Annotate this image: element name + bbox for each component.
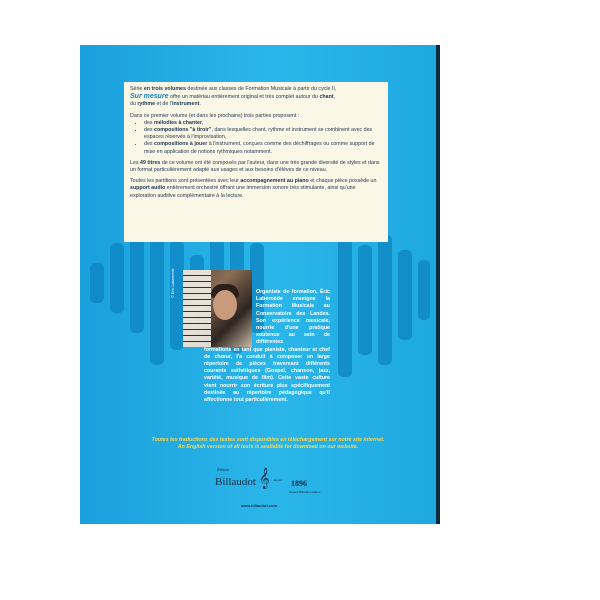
text: et chaque pièce possède un: [308, 178, 377, 185]
list-item: [144, 120, 382, 127]
intro-paragraph: [130, 86, 382, 109]
text: des: [144, 141, 155, 148]
text: des: [144, 119, 155, 126]
text: ,: [202, 119, 204, 126]
publisher-logo: [205, 466, 325, 498]
text: Série: [130, 86, 144, 92]
text: ,: [333, 94, 336, 101]
text: à l'instrument, conçues comme des déchiffrages ou comme support de mise en application de notions rythmiques notamment.: [144, 141, 375, 155]
text: des: [144, 127, 155, 134]
text-bold: instrument: [171, 101, 200, 108]
text-bold: chant: [319, 94, 334, 101]
download-note-fr: Toutes les traductions des textes sont disponibles en téléchargement sur notre site internet.: [151, 437, 385, 443]
soundwave-bar: [338, 227, 352, 377]
logo-year: 1896: [291, 479, 307, 488]
soundwave-bar: [358, 245, 372, 355]
parts-list: [144, 120, 382, 156]
logo-name: Billaudot: [215, 476, 256, 488]
text: de ce volume ont été composés par l'auteur, dans une très grande diversité de styles et dans un format particulièrement adapté aux usages et aux besoins d'élèves de ce niveau.: [130, 159, 380, 174]
logo-since: depuis: [273, 478, 282, 482]
logo-subtitle: Gérard Billaudot éditeur: [289, 490, 321, 494]
list-item: [144, 127, 382, 141]
text: , dans lesquelles chant, rythme et instrument se combinent avec des espaces réservés à l'improvisation,: [144, 127, 373, 141]
text-bold: accompagnement au piano: [240, 178, 309, 185]
soundwave-bar: [378, 235, 392, 365]
author-bio: [204, 289, 330, 404]
text: destinée aux classes de Formation Musicale à partir du cycle II,: [185, 86, 337, 92]
soundwave-bar: [418, 260, 430, 320]
bio-full: formations en tant que pianiste, chanteur et chef de chœur, l'a conduit à composer un large répertoire de pièces traversant différents courants esthétiques (Gospel, chanson, jazz, variété, musique de film). Cette vaste culture vient nourrir son écriture plus spécifiquement destinée au répertoire pédagogique qu'il affectionne tout particulièrement.: [204, 346, 330, 404]
soundwave-bar: [110, 243, 124, 313]
text-bold: compositions à jouer: [154, 141, 208, 148]
text-bold: mélodies à chanter: [154, 119, 203, 126]
publisher-url[interactable]: www.billaudot.com: [240, 503, 278, 508]
spine-shadow: [436, 45, 440, 524]
list-item: [144, 141, 382, 155]
text: du: [130, 101, 138, 108]
parts-intro: Dans ce premier volume (et dans les prochains) trois parties proposent :: [130, 112, 300, 119]
text: Les: [130, 159, 141, 166]
photo-credit: © Eric Labernède: [171, 268, 175, 298]
logo-tagline: Éditions: [217, 468, 230, 472]
treble-clef-icon: 𝄞: [259, 468, 270, 489]
text: .: [199, 101, 201, 108]
text-bold: support audio: [130, 185, 166, 192]
text-bold: rythme: [137, 101, 156, 108]
description-box: [124, 82, 388, 242]
text: Toutes les partitions sont présentées avec leur: [130, 178, 241, 185]
text: entièrement orchestré offrant une immersion sonore très stimulante, ainsi qu'une exploration auditive complémentaire à la lecture.: [130, 185, 356, 199]
text-bold: en trois volumes: [143, 86, 186, 92]
download-note-en: An English version of all texts is available for download on our website.: [177, 443, 359, 450]
series-title: Sur mesure: [130, 93, 169, 101]
text-bold: compositions "à tiroir": [154, 127, 212, 134]
text: et de l': [155, 101, 172, 108]
soundwave-bar: [398, 250, 412, 340]
download-note: [118, 437, 418, 451]
bio-indented: Organiste de formation, Éric Labernède enseigne la Formation Musicale au Conservatoire des Landes. Son expérience musicale, nourrie d'une pratique soutenue au sein de différentes: [256, 289, 330, 346]
scores-paragraph: [130, 178, 382, 200]
soundwave-bar: [90, 263, 104, 303]
titles-paragraph: [130, 160, 382, 174]
text: offre un matériau entièrement original et très complet autour du: [168, 94, 320, 101]
text-bold: 49 titres: [140, 159, 161, 166]
